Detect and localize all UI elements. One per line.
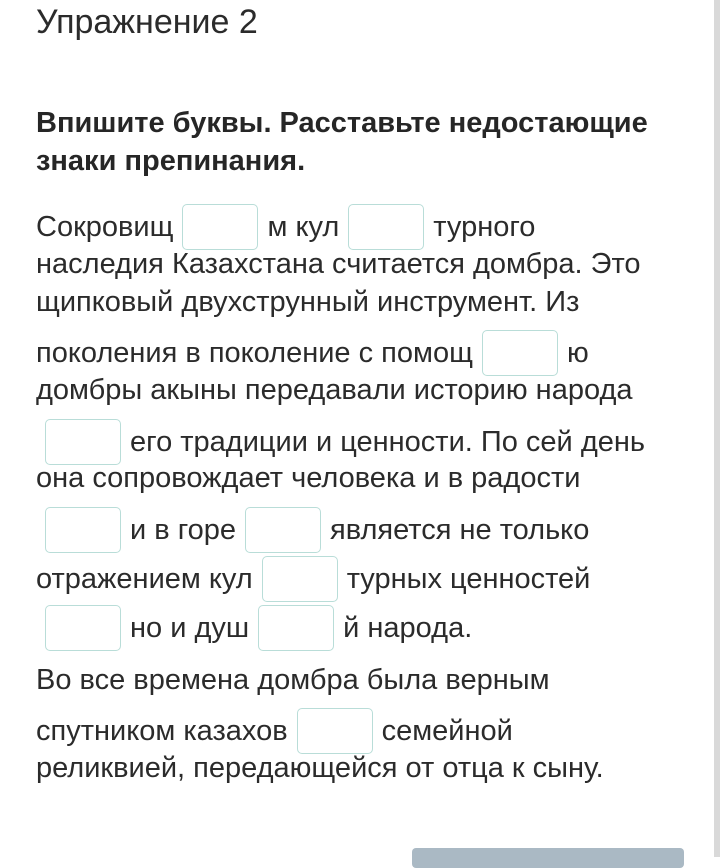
text-line-11 xyxy=(36,660,550,700)
text-line-9 xyxy=(36,556,590,602)
submit-button[interactable] xyxy=(412,848,684,868)
letter-input-4[interactable] xyxy=(262,556,338,602)
text-fragment: турных ценностей xyxy=(346,563,591,595)
exercise-title: Упражнение 2 xyxy=(36,3,258,41)
text-line-5 xyxy=(36,370,633,410)
text-fragment: наследия Казахстана считается домбра. Это xyxy=(36,248,641,280)
text-line-13 xyxy=(36,748,604,788)
text-fragment: семейной xyxy=(381,715,513,747)
text-fragment: его традиции и ценности. По сей день xyxy=(130,426,645,458)
text-line-7 xyxy=(36,458,580,498)
text-fragment: спутником казахов xyxy=(36,715,288,747)
text-fragment: й народа. xyxy=(343,612,473,644)
text-fragment: Во все времена домбра была верным xyxy=(36,664,550,696)
text-fragment: она сопровождает человека и в радости xyxy=(36,462,581,494)
text-line-2 xyxy=(36,244,641,284)
text-fragment: домбры акыны передавали историю народа xyxy=(36,374,633,406)
scrollbar-edge xyxy=(714,0,720,857)
text-line-8 xyxy=(36,507,589,553)
text-fragment: щипковый двухструнный инструмент. Из xyxy=(36,286,580,318)
text-fragment: и в горе xyxy=(130,514,237,546)
text-fragment: является не только xyxy=(330,514,590,546)
text-fragment: м кул xyxy=(267,211,340,243)
text-fragment: ю xyxy=(566,337,589,369)
text-line-10 xyxy=(36,605,472,651)
punctuation-input-2[interactable] xyxy=(45,507,121,553)
text-fragment: поколения в поколение с помощ xyxy=(36,337,473,369)
text-line-3 xyxy=(36,282,579,322)
punctuation-input-3[interactable] xyxy=(245,507,321,553)
text-fragment: реликвией, передающейся от отца к сыну. xyxy=(36,752,604,784)
exercise-instruction: Впишите буквы. Расставьте недостающие знаки препинания. xyxy=(36,107,648,177)
text-fragment: но и душ xyxy=(130,612,250,644)
punctuation-input-4[interactable] xyxy=(45,605,121,651)
text-fragment: Сокровищ xyxy=(36,211,174,243)
letter-input-5[interactable] xyxy=(258,605,334,651)
text-fragment: отражением кул xyxy=(36,563,253,595)
text-fragment: турного xyxy=(433,211,536,243)
